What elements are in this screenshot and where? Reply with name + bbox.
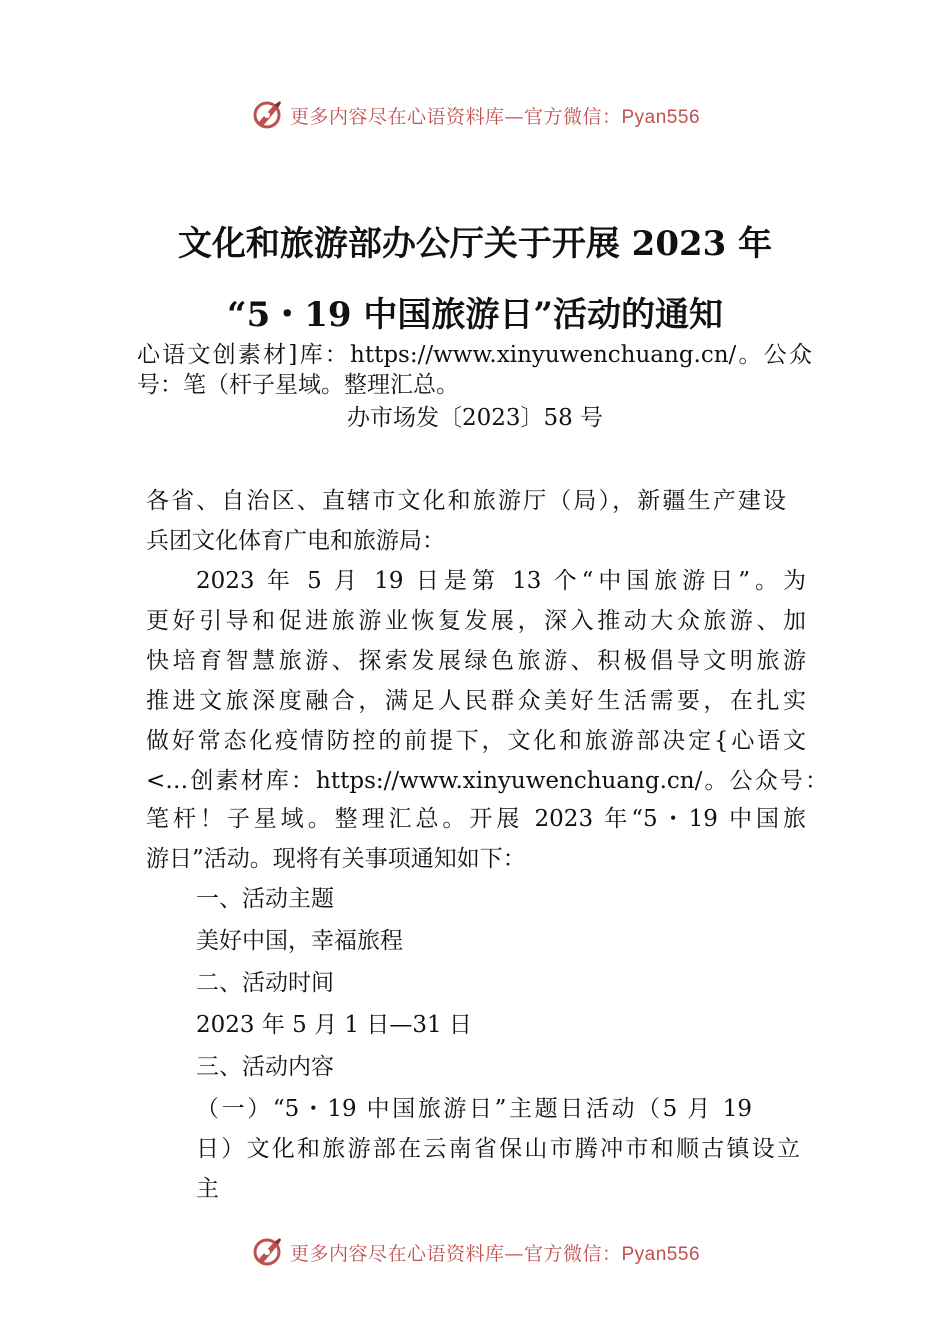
section3-line: 主: [196, 1176, 219, 1202]
watermark-banner-bottom: [0, 1232, 950, 1272]
document-number: 办市场发〔2023〕58 号: [346, 405, 604, 431]
source-note-line2: 号：笔（杆子星域。整理汇总。: [137, 372, 459, 398]
pen-logo-icon: [250, 1234, 286, 1270]
section3-line: 日）文化和旅游部在云南省保山市腾冲市和顺古镇设立: [196, 1136, 800, 1162]
paragraph-line: 快培育智慧旅游、探索发展绿色旅游、积极倡导文明旅游: [146, 648, 806, 674]
paragraph-line: 推进文旅深度融合，满足人民群众美好生活需要，在扎实: [146, 688, 806, 714]
section2-content: 2023 年 5 月 1 日—31 日: [196, 1012, 472, 1038]
watermark-text: 更多内容尽在心语资料库—官方微信：Pyan556: [289, 105, 701, 128]
paragraph-line: 笔杆！子星域。整理汇总。开展 2023 年“5・19 中国旅: [146, 806, 806, 832]
source-note-line1: 心语文创素材]库：https://www.xinyuwenchuang.cn/。公众: [137, 342, 812, 368]
paragraph-line: 2023 年 5 月 19 日是第 13 个“中国旅游日”。为: [196, 568, 806, 594]
section1-heading: 一、活动主题: [196, 886, 334, 912]
watermark-banner-top: [0, 95, 950, 135]
addressee-line1: 各省、自治区、直辖市文化和旅游厅（局），新疆生产建设: [146, 488, 786, 514]
document-title-line2: “5・19 中国旅游日”活动的通知: [227, 295, 723, 335]
section3-heading: 三、活动内容: [196, 1054, 334, 1080]
section3-line: （一）“5・19 中国旅游日”主题日活动（5 月 19: [196, 1096, 752, 1122]
section2-heading: 二、活动时间: [196, 970, 334, 996]
addressee-line2: 兵团文化体育广电和旅游局：: [146, 528, 445, 554]
paragraph-line: <…创素材库：https://www.xinyuwenchuang.cn/。公众号：: [146, 768, 828, 794]
watermark-text: 更多内容尽在心语资料库—官方微信：Pyan556: [289, 1242, 701, 1265]
paragraph-line: 游日”活动。现将有关事项通知如下：: [146, 846, 526, 872]
section1-content: 美好中国，幸福旅程: [196, 928, 403, 954]
paragraph-line: 更好引导和促进旅游业恢复发展，深入推动大众旅游、加: [146, 608, 806, 634]
document-title-line1: 文化和旅游部办公厅关于开展 2023 年: [177, 224, 773, 264]
paragraph-line: 做好常态化疫情防控的前提下，文化和旅游部决定{心语文: [146, 728, 806, 754]
pen-logo-icon: [250, 97, 286, 133]
